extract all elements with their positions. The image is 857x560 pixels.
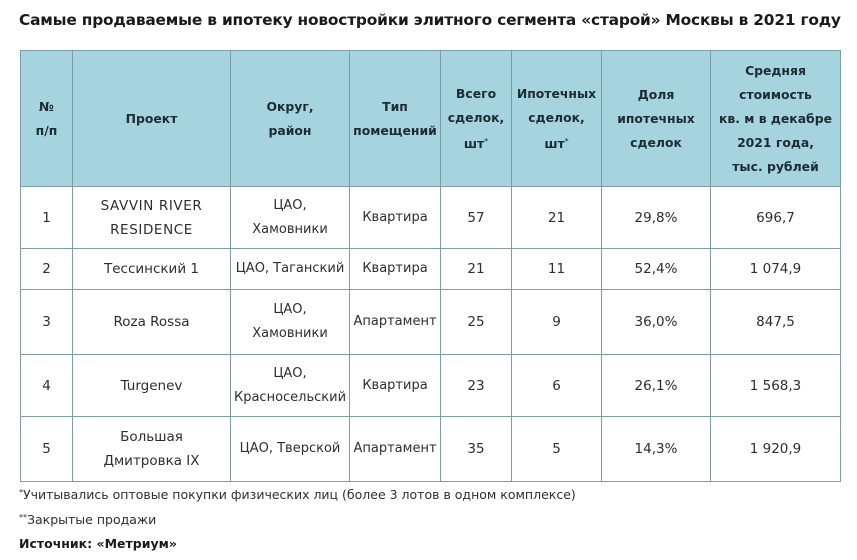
cell-total: 21 (441, 249, 512, 290)
cell-line: Roza Rossa (113, 314, 190, 330)
cell-mortgage: 6 (512, 355, 602, 417)
cell-line: Большая (120, 429, 183, 445)
cell-okrug (231, 290, 350, 355)
cell-line: ЦАО, (273, 302, 307, 317)
cell-line: Хамовники (252, 221, 328, 237)
cell-okrug (231, 249, 350, 290)
header-line: сделок (630, 134, 682, 150)
header-line: тыс. рублей (732, 158, 819, 174)
header-line: ипотечных (617, 110, 695, 126)
header-line: кв. м в декабре (719, 110, 832, 126)
cell-line: Дмитровка IX (103, 453, 200, 469)
cell-project (73, 355, 231, 417)
cell-total: 23 (441, 355, 512, 417)
cell-num: 2 (21, 249, 73, 290)
cell-share: 26,1% (602, 355, 711, 417)
header-line: шт* (463, 135, 489, 151)
cell-total: 57 (441, 187, 512, 249)
cell-price: 696,7 (711, 187, 841, 249)
cell-num: 5 (21, 417, 73, 482)
cell-okrug (231, 417, 350, 482)
table-row (21, 355, 841, 417)
cell-line: ЦАО, (273, 197, 307, 213)
header-line: район (268, 122, 312, 138)
header-line: 2021 года, (737, 134, 814, 150)
cell-type: Апартамент (350, 290, 441, 355)
cell-line: Turgenev (120, 377, 183, 394)
footnote-text: Закрытые продажи (27, 512, 157, 527)
cell-project (73, 417, 231, 482)
cell-price: 847,5 (711, 290, 841, 355)
header-line: помещений (353, 122, 437, 138)
cell-mortgage: 5 (512, 417, 602, 482)
header-line: сделок, (447, 109, 505, 125)
source-note: Источник: «Метриум» (19, 536, 177, 551)
cell-total: 35 (441, 417, 512, 482)
cell-mortgage: 11 (512, 249, 602, 290)
header-line: Всего (455, 85, 497, 101)
header-line: Округ, (266, 98, 314, 114)
header-line: п/п (35, 122, 58, 138)
footnote-mark: * (564, 136, 569, 146)
header-line: Доля (637, 86, 675, 102)
cell-project (73, 249, 231, 290)
cell-line: RESIDENCE (110, 221, 193, 238)
header-row (21, 51, 841, 187)
footnote-2 (19, 512, 156, 527)
header-line: сделок, шт* (528, 109, 585, 151)
cell-share: 29,8% (602, 187, 711, 249)
table-row (21, 187, 841, 249)
footnote-1 (19, 487, 576, 502)
footnote-mark: ** (19, 513, 27, 522)
cell-share: 14,3% (602, 417, 711, 482)
header-line: № (39, 98, 54, 114)
cell-type: Апартамент (350, 417, 441, 482)
cell-num: 3 (21, 290, 73, 355)
cell-line: SAVVIN RIVER (100, 197, 203, 214)
cell-mortgage: 21 (512, 187, 602, 249)
data-table (20, 50, 841, 482)
cell-line: ЦАО, Тверской (239, 441, 341, 456)
cell-type: Квартира (350, 249, 441, 290)
header-line: Тип (382, 98, 408, 114)
table-row (21, 417, 841, 482)
cell-okrug (231, 355, 350, 417)
header-line: стоимость (739, 86, 812, 102)
cell-line: Хамовники (252, 326, 328, 341)
footnote-mark: * (19, 488, 23, 497)
footnote-mark: * (484, 136, 489, 146)
cell-line: Красносельский (233, 389, 347, 405)
header-line: Средняя (745, 62, 806, 78)
header-line: Ипотечных (516, 85, 597, 101)
cell-line: ЦАО, (273, 365, 307, 381)
header-project (73, 51, 231, 187)
cell-price: 1 568,3 (711, 355, 841, 417)
cell-share: 52,4% (602, 249, 711, 290)
footnote-text: Учитывались оптовые покупки физических лиц (более 3 лотов в одном комплексе) (23, 487, 576, 502)
cell-price: 1 074,9 (711, 249, 841, 290)
header-type (350, 51, 441, 187)
cell-price: 1 920,9 (711, 417, 841, 482)
header-total (441, 51, 512, 187)
header-share (602, 51, 711, 187)
table-row (21, 290, 841, 355)
header-line: Проект (125, 110, 178, 126)
cell-line: ЦАО, Таганский (235, 261, 345, 276)
header-price (711, 51, 841, 187)
header-mortgage (512, 51, 602, 187)
cell-num: 4 (21, 355, 73, 417)
header-okrug (231, 51, 350, 187)
header-num (21, 51, 73, 187)
cell-project (73, 187, 231, 249)
cell-project (73, 290, 231, 355)
table-title: Самые продаваемые в ипотеку новостройки элитного сегмента «старой» Москвы в 2021 году (19, 11, 841, 29)
table-row (21, 249, 841, 290)
cell-total: 25 (441, 290, 512, 355)
cell-type: Квартира (350, 187, 441, 249)
cell-type: Квартира (350, 355, 441, 417)
cell-num: 1 (21, 187, 73, 249)
cell-share: 36,0% (602, 290, 711, 355)
cell-line: Тессинский 1 (103, 261, 199, 277)
cell-okrug (231, 187, 350, 249)
cell-mortgage: 9 (512, 290, 602, 355)
